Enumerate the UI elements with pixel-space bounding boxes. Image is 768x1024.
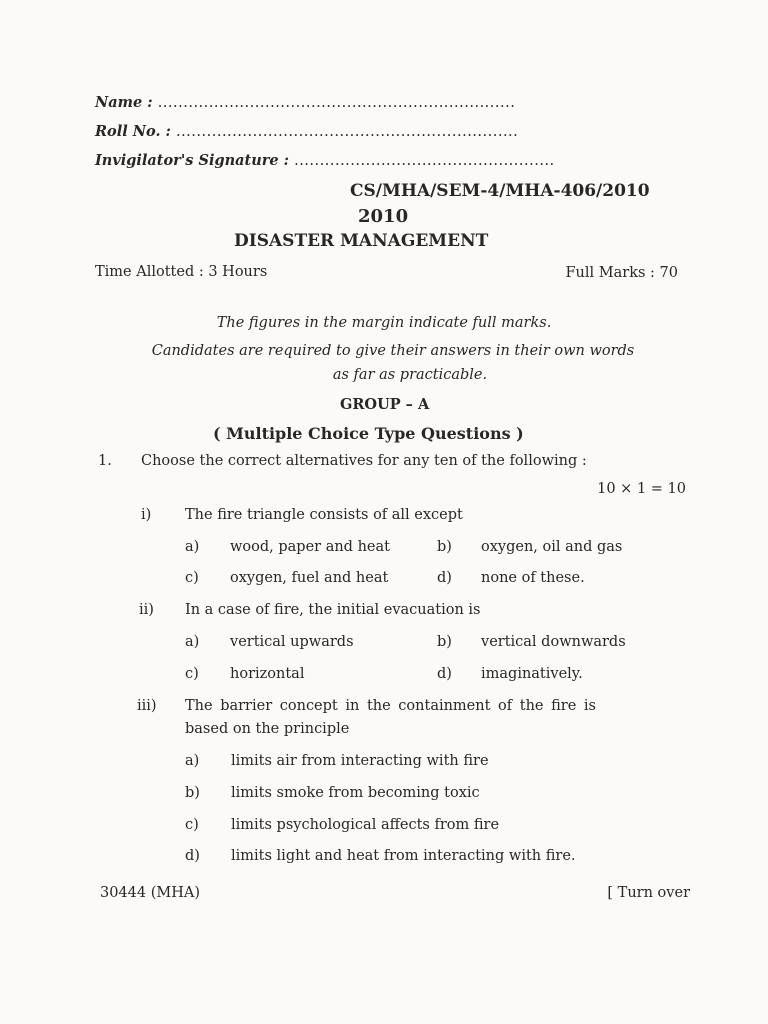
name-label: Name :	[95, 94, 153, 111]
roll-label: Roll No. :	[95, 123, 171, 140]
item-number: iii)	[137, 698, 157, 714]
option-label: d)	[185, 848, 200, 864]
item-number: i)	[141, 507, 152, 523]
option-text: wood, paper and heat	[230, 539, 390, 555]
item-text-line-1: The barrier concept in the containment of the fire is	[185, 698, 596, 714]
question-text: Choose the correct alternatives for any ten of the following :	[141, 453, 587, 469]
group-heading: GROUP – A	[340, 396, 430, 413]
instruction-line-1: The figures in the margin indicate full marks.	[216, 315, 552, 331]
invigilator-line	[95, 152, 555, 169]
question-marks: 10 × 1 = 10	[597, 481, 686, 497]
option-text: limits light and heat from interacting with fire.	[231, 848, 576, 864]
question-number: 1.	[98, 453, 112, 469]
full-marks: Full Marks : 70	[565, 265, 678, 281]
item-text-line-2: based on the principle	[185, 721, 350, 737]
option-text: vertical upwards	[230, 634, 354, 650]
option-label: d)	[437, 666, 452, 682]
paper-title: DISASTER MANAGEMENT	[234, 231, 489, 251]
paper-year: 2010	[358, 206, 409, 227]
instruction-line-2: Candidates are required to give their answers in their own words	[151, 343, 635, 359]
option-label: a)	[185, 753, 200, 769]
instruction-line-3: as far as practicable.	[332, 367, 488, 383]
option-text: oxygen, fuel and heat	[230, 570, 389, 586]
turn-over: [ Turn over	[607, 885, 690, 901]
option-label: a)	[185, 634, 200, 650]
option-text: horizontal	[230, 666, 305, 682]
roll-line	[95, 123, 518, 140]
option-text: limits air from interacting with fire	[231, 753, 489, 769]
option-label: b)	[185, 785, 200, 801]
option-label: c)	[185, 570, 199, 586]
option-label: d)	[437, 570, 452, 586]
item-text: In a case of fire, the initial evacuation is	[185, 602, 481, 618]
option-label: a)	[185, 539, 200, 555]
group-subtitle: ( Multiple Choice Type Questions )	[213, 424, 524, 443]
paper-code: CS/MHA/SEM-4/MHA-406/2010	[350, 181, 650, 201]
option-label: b)	[437, 539, 452, 555]
name-line	[95, 94, 515, 111]
option-text: limits psychological affects from fire	[231, 817, 500, 833]
item-number: ii)	[139, 602, 154, 618]
option-text: imaginatively.	[481, 666, 583, 682]
option-text: vertical downwards	[481, 634, 626, 650]
option-text: none of these.	[481, 570, 585, 586]
item-text: The fire triangle consists of all except	[185, 507, 463, 523]
option-text: oxygen, oil and gas	[481, 539, 623, 555]
option-label: c)	[185, 817, 199, 833]
footer-code: 30444 (MHA)	[100, 885, 201, 901]
invigilator-dots: ...................................................	[294, 153, 555, 169]
option-text: limits smoke from becoming toxic	[231, 785, 480, 801]
option-label: b)	[437, 634, 452, 650]
name-dots: ......................................................................	[157, 95, 516, 111]
roll-dots: ...................................................................	[175, 124, 519, 140]
option-label: c)	[185, 666, 199, 682]
time-allotted: Time Allotted : 3 Hours	[95, 264, 268, 280]
invigilator-label: Invigilator's Signature :	[95, 152, 290, 169]
